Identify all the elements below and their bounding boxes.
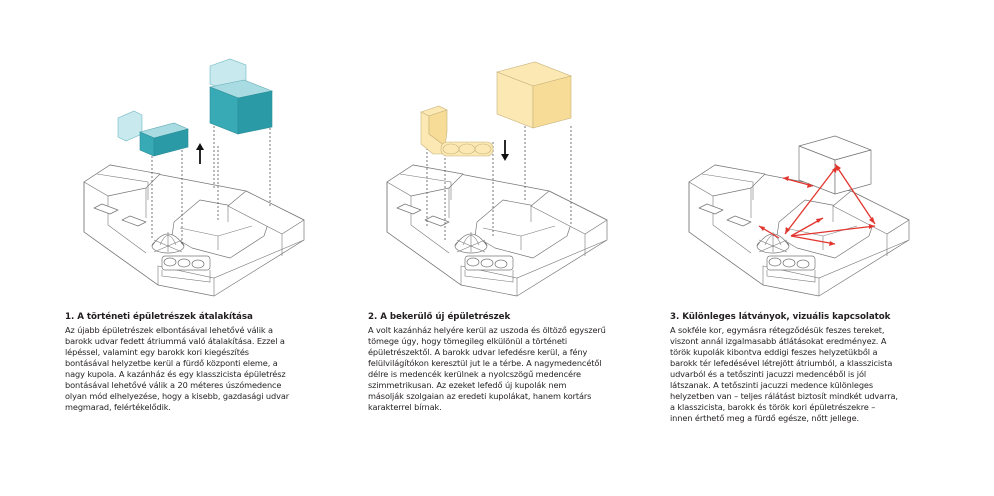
panel-1	[42, 0, 342, 496]
diagram-3	[647, 50, 947, 300]
panel-1-text: Az újabb épületrészek elbontásával lehetővé válik a barokk udvar fedett átriummá való átalakítása. Ezzel a lépéssel, valamint egy barokk kori kiegészítés bontásával helyzetbe kerül a fürdő központi eleme, a nagy kupola. A kazánház és egy klasszicista épületrész bontásával lehetővé válik a 20 méteres úszómedence olyan mód elhelyezése, hogy a kisebb, gazdasági udvar megmarad, felértékelődik.	[65, 325, 290, 412]
diagram-2	[345, 50, 645, 300]
panel-3-title: 3. Különleges látványok, vizuális kapcsolatok	[670, 312, 891, 322]
panel-3-text: A sokféle kor, egymásra rétegződésük feszes tereket, viszont annál izgalmasabb átlátásokat eredményez. A török kupolák kibontva eddigi feszes helyzetükből a barokk tér lefedésével létrejött átriumból, a klasszicista udvarból és a tetőszinti jacuzzi medencéből is jól látszanak. A tetőszinti jacuzzi medence különleges helyzetben van – teljes rálátást biztosít mindkét udvarra, a klasszicista, barokk és török kori épületrészekre – innen érthető meg a fürdő egésze, nőtt jellege.	[670, 325, 898, 423]
caption-1	[65, 312, 337, 413]
diagram-1	[42, 50, 342, 300]
panel-3	[647, 0, 947, 496]
panel-1-title: 1. A történeti épületrészek átalakítása	[65, 312, 253, 322]
caption-2	[368, 312, 640, 413]
caption-3	[670, 312, 942, 424]
panel-2-text: A volt kazánház helyére kerül az uszoda és öltöző egyszerű tömege úgy, hogy tömegileg elkülönül a történeti épületrészektől. A barokk udvar lefedésre kerül, a fény felülvilágítókon keresztül jut le a térbe. A nagymedencétől délre is medencék kerülnek a nyolcszögű medencére szimmetrikusan. Az ezeket lefedő új kupolák nem másolják szolgaian az eredeti kupolákat, hanem kortárs karakterrel bírnak.	[368, 325, 606, 412]
panel-2	[345, 0, 645, 496]
up-arrow-icon	[196, 143, 204, 164]
removed-volume-right-side	[238, 91, 272, 134]
down-arrow-icon	[501, 140, 509, 161]
panel-2-title: 2. A bekerülő új épületrészek	[368, 312, 511, 322]
ghost-volume-left	[118, 111, 142, 141]
new-domes-row	[441, 142, 493, 156]
